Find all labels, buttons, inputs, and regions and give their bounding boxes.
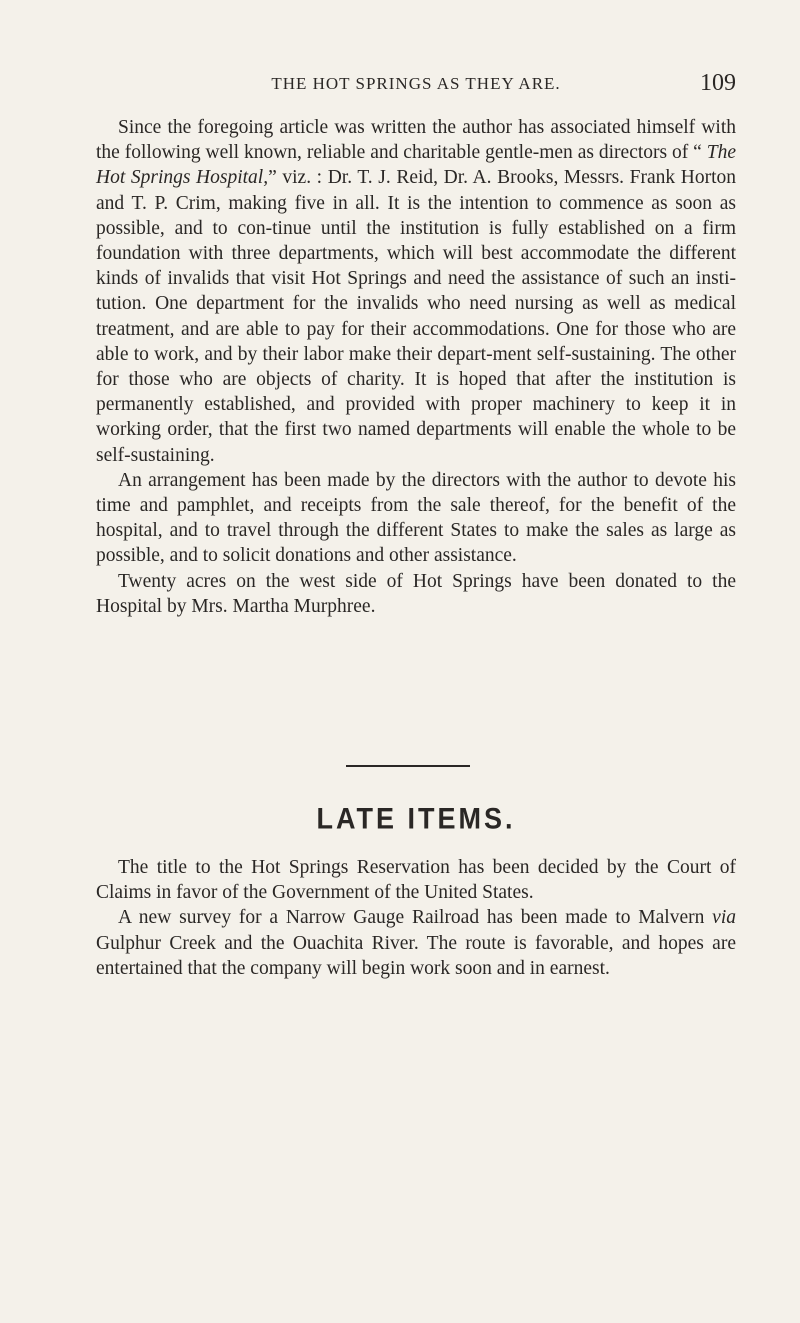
late-items-heading: LATE ITEMS. (316, 802, 516, 836)
running-head (96, 70, 736, 104)
hospital-article (96, 115, 736, 619)
paragraph-text: A new survey for a Narrow Gauge Railroad has been made to Malvern (118, 907, 713, 929)
paragraph-arrangement: An arrangement has been made by the directors with the author to devote his time and pamphlet, and receipts from the sale thereof, for the benefit of the hospital, and to travel through the different States to make the sales as large as possible, and to solicit donations and other assistance. (96, 469, 736, 567)
paragraph-reservation: The title to the Hot Springs Reservation has been decided by the Court of Claims in favor of the Government of the United States. (96, 857, 736, 904)
hospital-name: The Hot Springs Hospital, (96, 142, 736, 189)
paragraph-text: Gulphur Creek and the Ouachita River. The route is favorable, and hopes are entertained that the company will begin work soon and in earnest. (96, 932, 736, 979)
paragraph-donation: Twenty acres on the west side of Hot Springs have been donated to the Hospital by Mrs. Martha Murphree. (96, 570, 736, 617)
italic-via: via (712, 907, 736, 929)
late-items-section (96, 855, 736, 981)
paragraph-railroad (96, 905, 736, 981)
paragraph-text: ” viz. : Dr. T. J. Reid, Dr. A. Brooks, Messrs. Frank Horton and T. P. Crim, making five in all. It is the intention to commence as soon as possible, and to con-tinue until the institution is fully established on a firm foundation with three departments, which will best accommodate the different kinds of invalids that visit Hot Springs and need the assistance of such an insti-tution. One department for the invalids who need nursing as well as medical treatment, and are able to pay for their accommodations. One for those who are able to work, and by their labor make their depart-ment self-sustaining. The other for those who are objects of charity. It is hoped that after the institution is permanently established, and provided with proper machinery to keep it in working order, that the first two named departments will enable the whole to be self-sustaining. (96, 167, 736, 466)
running-head-title: THE HOT SPRINGS AS THEY ARE. (271, 74, 561, 93)
section-divider (346, 765, 470, 767)
paragraph-directors (96, 115, 736, 468)
page-number: 109 (700, 70, 736, 96)
paragraph-text: Since the foregoing article was written the author has associated himself with the following well known, reliable and charitable gentle-men as directors of “ (96, 117, 736, 164)
